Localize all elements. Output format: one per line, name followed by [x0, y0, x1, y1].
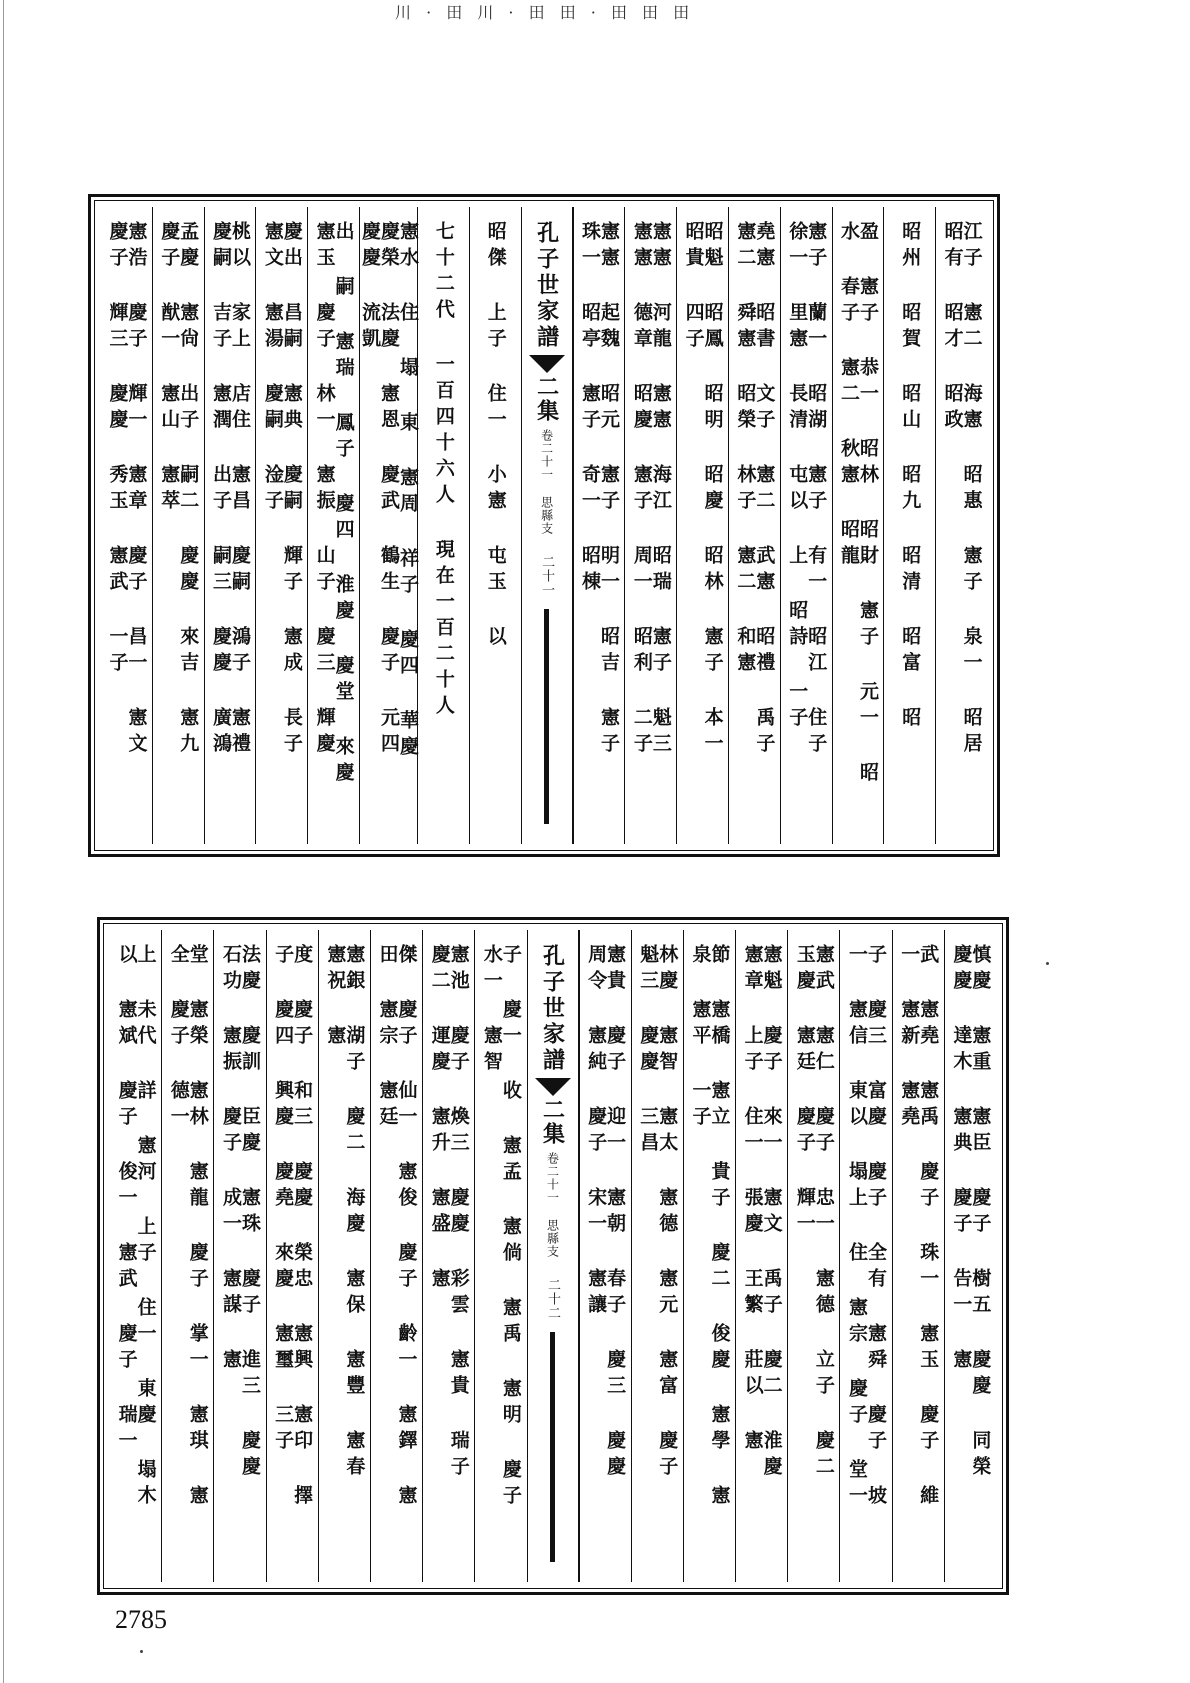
center-rule [550, 1332, 555, 1562]
upper-column-15: 孟慶 憲尙 出子 嗣二 慶慶 來吉 憲九 慶子 猷一 憲山 憲萃 [152, 207, 204, 844]
volume-label: 二集 [539, 1098, 566, 1146]
upper-column-5: 堯憲 昭書 文子 憲二 武憲 昭禮 禹子 憲二 舜憲 昭榮 林子 憲二 和憲 [728, 207, 780, 844]
lower-column-4: 憲武 憲仁 慶子 忠一 憲德 立子 慶二 玉慶 憲廷 慶子 輝一 [787, 930, 839, 1582]
upper-column-4: 憲子 蘭一 昭湖 憲子 有一 昭江 住子 徐一 里憲 長清 屯以 上 昭詩 一子 [780, 207, 832, 844]
book-title: 孔子世家譜 [533, 221, 560, 351]
upper-column-1: 江子 憲二 海憲 昭惠 憲子 泉一 昭居 昭有 昭才 昭政 [935, 207, 987, 844]
lower-genealogy-page [97, 917, 1009, 1595]
lower-column-6: 節 憲橋 憲立 貴子 慶二 俊慶 憲學 憲泉 憲平 一子 [683, 930, 735, 1582]
lower-column-10: 憲池 慶子 煥三 慶慶 彩雲 憲貴 瑞子 慶二 運慶 憲升 憲盛 憲 [422, 930, 474, 1582]
lower-column-9: 子 慶一 收 憲孟 憲倘 憲禹 憲明 慶子 水一 憲智 [474, 930, 526, 1582]
lower-column-16: 上 未代 詳 憲河 上子 住一 東慶 塌木 以 憲斌 慶子 俊一 憲武 慶子 瑞一 [115, 944, 157, 1511]
scan-edge-line [3, 0, 4, 1683]
lower-column-13: 度 慶子 和三 慶慶 榮忠 憲興 憲印 擇子 慶四 興慶 慶堯 來慶 憲璽 三子 [266, 930, 318, 1582]
lower-column-11: 傑 慶子 仙一 憲俊 慶子 齡一 憲鐸 憲田 憲宗 憲廷 [370, 930, 422, 1582]
lower-columns [110, 930, 996, 1582]
upper-column-8: 憲憲 起魏 昭元 憲子 明一 昭吉 憲子 珠一 昭亭 憲子 奇一 昭棟 [573, 207, 625, 844]
upper-column-13: 慶出 昌嗣 憲典 慶嗣 輝子 憲成 長子 憲文 憲湯 慶嗣 淦子 [255, 207, 307, 844]
top-cropped-marks: 川 · 田 川 · 田 田 · 田 田 田 [395, 3, 695, 22]
upper-column-11: 憲水 住 塌 東 憲周 祥子 慶四 華慶 慶榮 法慶 憲恩 慶武 鶴生 慶子 元四 慶慶 流凱 [359, 207, 417, 844]
lower-column-15: 堂 憲榮 憲林 憲龍 慶子 掌一 憲琪 憲全 慶子 德一 [161, 930, 213, 1582]
upper-column-14: 桃以 家上 店住 憲昌 慶嗣 鴻子 憲禮 慶嗣 吉子 憲潤 出子 嗣三 慶慶 廣鴻 [204, 207, 256, 844]
lower-column-7: 林慶 憲智 憲太 憲德 憲元 憲富 慶子 魁三 慶慶 三昌 [631, 930, 683, 1582]
fishtail-mark [535, 1078, 571, 1096]
lower-column-14: 法慶 慶訓 臣慶 憲珠 慶子 進三 慶慶 石功 憲振 慶子 成一 憲謀 憲 [213, 930, 265, 1582]
upper-genealogy-page [88, 194, 1000, 857]
scan-speck [140, 1650, 143, 1653]
upper-column-6: 昭魁 昭鳳 昭明 昭慶 昭林 憲子 本一 昭貴 四子 [676, 207, 728, 844]
lower-column-5: 憲魁 慶子 來一 憲文 禹子 慶二 淮慶 憲章 上子 住一 張慶 王繁 莊以 憲 [735, 930, 787, 1582]
leaf-number: 二十二 [545, 1278, 560, 1320]
upper-column-7: 憲憲 河龍 憲憲 海江 昭瑞 憲子 魁三 憲憲 德章 昭慶 憲子 周一 昭利 二子 [624, 207, 676, 844]
chapter-label: 卷二十一 思縣支 [539, 429, 554, 535]
upper-column-16: 憲浩 慶子 輝一 憲章 慶子 昌一 憲文 慶子 輝三 慶慶 秀玉 憲武 一子 [106, 221, 148, 759]
lower-column-2: 武 憲堯 憲禹 慶子 珠一 憲玉 慶子 維一 憲新 憲堯 [892, 930, 944, 1582]
upper-column-12: 出 嗣 憲瑞 鳳子 慶四 淮慶 慶堂 來慶 憲玉 慶子 林一 憲振 山子 慶三 輝慶 [307, 207, 359, 844]
upper-column-3: 盈 憲子 恭一 昭林 昭財 憲子 元一 昭水 春子 憲二 秋憲 昭龍 [832, 207, 884, 844]
upper-column-10: 七十二代 一百四十六人 現在一百二十人 [417, 207, 469, 844]
volume-label: 二集 [533, 375, 560, 423]
lower-column-8: 憲貴 慶子 迎一 憲朝 春子 慶三 慶慶 周令 憲純 慶子 宋一 憲讓 [579, 930, 631, 1582]
page-number: 2785 [115, 1605, 167, 1634]
upper-center-title-column [521, 207, 573, 844]
chapter-label: 卷二十一 思縣支 [545, 1152, 560, 1258]
upper-column-2: 昭州 昭賀 昭山 昭九 昭清 昭富 昭 [883, 207, 935, 844]
upper-columns [101, 207, 987, 844]
leaf-number: 二十一 [539, 555, 555, 597]
upper-column-9: 昭傑 上子 住一 小憲 屯玉 以 [469, 207, 521, 844]
fishtail-mark [529, 355, 565, 373]
center-rule [544, 609, 549, 824]
lower-column-3: 子 慶三 富慶 慶子 全有 憲舜 慶子 坡一 憲信 東以 塌上 住 憲宗 慶子 堂一 [839, 930, 891, 1582]
scan-speck [1046, 962, 1049, 965]
lower-column-1: 慎慶 憲重 憲臣 慶子 樹五 慶慶 同榮 慶慶 達木 憲典 慶子 告一 憲 [944, 930, 996, 1582]
lower-center-title-column [527, 930, 579, 1582]
lower-column-12: 憲銀 湖子 慶二 海慶 憲保 憲豐 憲春 憲祝 憲 [318, 930, 370, 1582]
book-title: 孔子世家譜 [539, 944, 566, 1074]
